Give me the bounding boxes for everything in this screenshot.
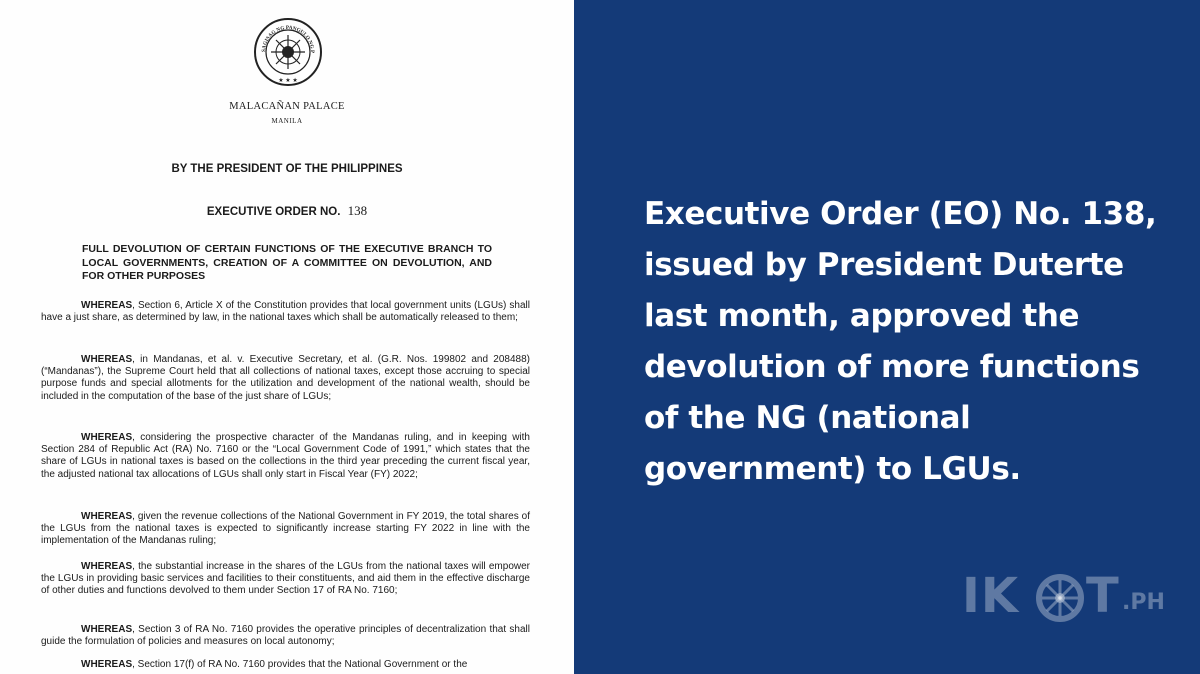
whereas-clause: WHEREAS, Section 17(f) of RA No. 7160 provides that the National Government or the [81, 659, 468, 670]
logo-text-ik: IK [962, 568, 1020, 624]
logo-text-ph: .PH [1122, 590, 1165, 615]
headline-panel [574, 0, 1200, 674]
city-heading: MANILA [271, 117, 303, 125]
whereas-clause: WHEREAS, considering the prospective character of the Mandanas ruling, and in keeping with Section 284 of Republic Act (RA) No. 7160 or the “Local Government Code of 1991,” which states that the share of LGUs in national taxes is based on the collections in the third year preceding the current fiscal year, the adjusted national tax allocations of LGUs shall only start in Fiscal Year (FY) 2022; [41, 432, 530, 480]
whereas-clause: WHEREAS, in Mandanas, et al. v. Executive Secretary, et al. (G.R. Nos. 199802 and 208488) (“Mandanas”), the Supreme Court held that all collections of national taxes, except those accruing to special purpose funds and special allotments for the utilization and development of the national wealth, should be included in the computation of the base of the just share of LGUs; [41, 354, 530, 402]
wheel-icon [1036, 574, 1084, 626]
whereas-clause: WHEREAS, the substantial increase in the shares of the LGUs from the national taxes will empower the LGUs in providing basic services and facilities to their constituents, and aid them in the effective discharge of other duties and functions devolved to them under Section 17 of RA No. 7160; [41, 561, 530, 597]
whereas-clause: WHEREAS, Section 6, Article X of the Constitution provides that local government units (LGUs) shall have a just share, as determined by law, in the national taxes which shall be automatically released to them; [41, 300, 530, 324]
logo-text-t: T [1086, 568, 1119, 624]
document-scan [0, 0, 574, 674]
palace-heading: MALACAÑAN PALACE [229, 101, 345, 112]
whereas-clause: WHEREAS, given the revenue collections of the National Government in FY 2019, the total shares of the LGUs from the national taxes is expected to significantly increase starting FY 2022 in line with the implementation of the Mandanas ruling; [41, 511, 530, 547]
executive-order-title [0, 203, 574, 219]
headline-text: Executive Order (EO) No. 138, issued by President Duterte last month, approved the devolution of more functions of the NG (national government) to LGUs. [644, 196, 1157, 487]
svg-text:★ ★ ★: ★ ★ ★ [278, 78, 298, 84]
order-number: 138 [347, 203, 368, 218]
presidential-seal-icon [253, 17, 323, 87]
order-label: EXECUTIVE ORDER NO. [206, 206, 341, 218]
ikot-logo[interactable] [962, 568, 1165, 628]
whereas-clause: WHEREAS, Section 3 of RA No. 7160 provides the operative principles of decentralization that shall guide the formulation of policies and measures on local autonomy; [41, 624, 530, 648]
order-subject: FULL DEVOLUTION OF CERTAIN FUNCTIONS OF THE EXECUTIVE BRANCH TO LOCAL GOVERNMENTS, CREATION OF A COMMITTEE ON DEVOLUTION, AND FOR OTHER PURPOSES [82, 243, 492, 282]
president-line: BY THE PRESIDENT OF THE PHILIPPINES [171, 163, 403, 175]
seal-arc-text: SAGISAG NG PANGULO NG P [260, 24, 316, 54]
